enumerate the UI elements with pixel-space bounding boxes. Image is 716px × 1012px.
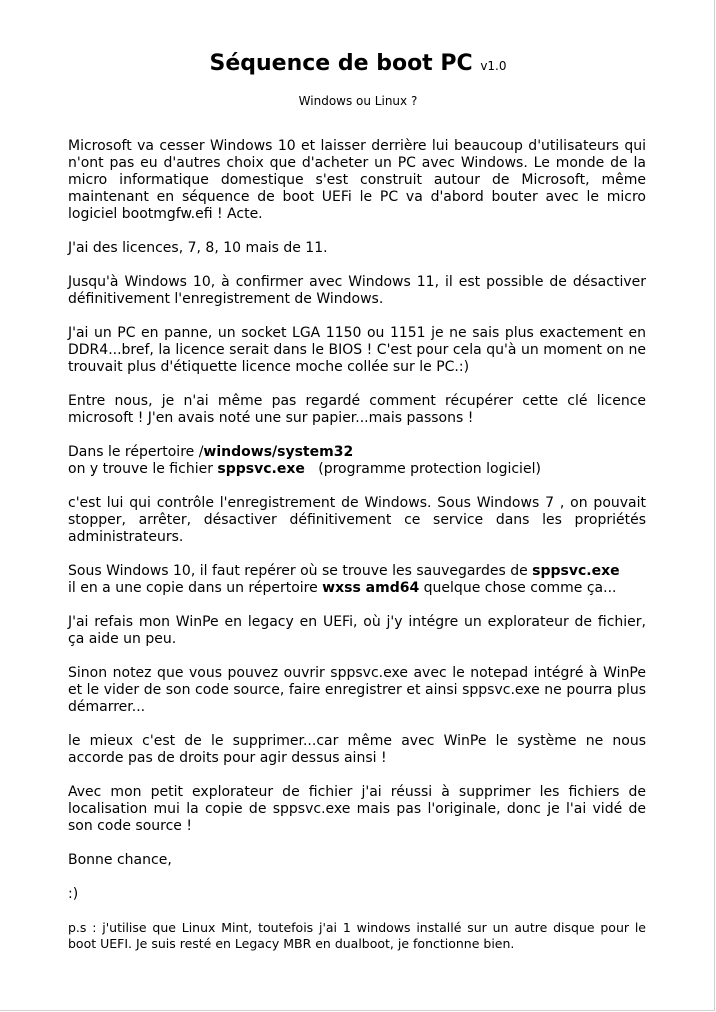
paragraph-licence-key: Entre nous, je n'ai même pas regardé comment récupérer cette clé licence microsoft ! J'en avais noté une sur papier...mais passons ! [68, 393, 646, 426]
copy-directory: wxss amd64 [322, 580, 420, 596]
paragraph-delete: le mieux c'est de le supprimer...car même avec WinPe le système ne nous accorde pas de droits pour agir dessus ainsi ! [68, 733, 646, 766]
paragraph-explorer: Avec mon petit explorateur de fichier j'ai réussi à supprimer les fichiers de localisation mui la copie de sppsvc.exe mais pas l'originale, donc je l'ai vidé de son code source ! [68, 784, 646, 834]
paragraph-winpe: J'ai refais mon WinPe en legacy en UEFi, où j'y intégre un explorateur de fichier, ça aide un peu. [68, 614, 646, 647]
version-label: v1.0 [480, 59, 507, 73]
paragraph-directory [68, 444, 646, 478]
copy-suffix: quelque chose comme ça... [419, 580, 617, 596]
paragraph-backups [68, 563, 646, 597]
paragraph-service-control: c'est lui qui contrôle l'enregistrement de Windows. Sous Windows 7 , on pouvait stopper, arrêter, désactiver définitivement ce service dans les propriétés administrateurs. [68, 495, 646, 545]
page-subtitle: Windows ou Linux ? [298, 94, 418, 108]
copy-prefix: il en a une copie dans un répertoire [68, 580, 323, 596]
file-name: sppsvc.exe [217, 461, 305, 477]
paragraph-good-luck: Bonne chance, [68, 852, 172, 868]
directory-prefix: Dans le répertoire / [68, 444, 204, 460]
paragraph-deactivation: Jusqu'à Windows 10, à confirmer avec Windows 11, il est possible de désactiver définitivement l'enregistrement de Windows. [68, 274, 646, 307]
paragraph-smiley: :) [68, 886, 79, 902]
paragraph-broken-pc: J'ai un PC en panne, un socket LGA 1150 ou 1151 je ne sais plus exactement en DDR4...bref, la licence serait dans le BIOS ! C'est pour cela qu'à un moment on ne trouvait plus d'étiquette licence moche collée sur le PC.:) [68, 325, 646, 375]
backups-prefix: Sous Windows 10, il faut repérer où se trouve les sauvegardes de [68, 563, 533, 579]
backups-file: sppsvc.exe [532, 563, 620, 579]
paragraph-postscript: p.s : j'utilise que Linux Mint, toutefois j'ai 1 windows installé sur un autre disque pour le boot UEFI. Je suis resté en Legacy MBR en dualboot, je fonctionne bien. [68, 920, 646, 951]
file-description: (programme protection logiciel) [304, 461, 541, 477]
article-body [68, 138, 646, 969]
paragraph-notepad: Sinon notez que vous pouvez ouvrir sppsvc.exe avec le notepad intégré à WinPe et le vider de son code source, faire enregistrer et ainsi sppsvc.exe ne pourra plus démarrer... [68, 665, 646, 715]
paragraph-intro: Microsoft va cesser Windows 10 et laisser derrière lui beaucoup d'utilisateurs qui n'ont pas eu d'autres choix que d'acheter un PC avec Windows. Le monde de la micro informatique domestique s'est construit autour de Microsoft, même maintenant en séquence de boot UEFi le PC va d'abord bouter avec le micro logiciel bootmgfw.efi ! Acte. [68, 138, 646, 222]
paragraph-licences: J'ai des licences, 7, 8, 10 mais de 11. [68, 240, 328, 256]
title-text: Séquence de boot PC [209, 51, 473, 76]
file-prefix: on y trouve le fichier [68, 461, 218, 477]
page-title [0, 50, 716, 80]
directory-path: windows/system32 [203, 444, 354, 460]
